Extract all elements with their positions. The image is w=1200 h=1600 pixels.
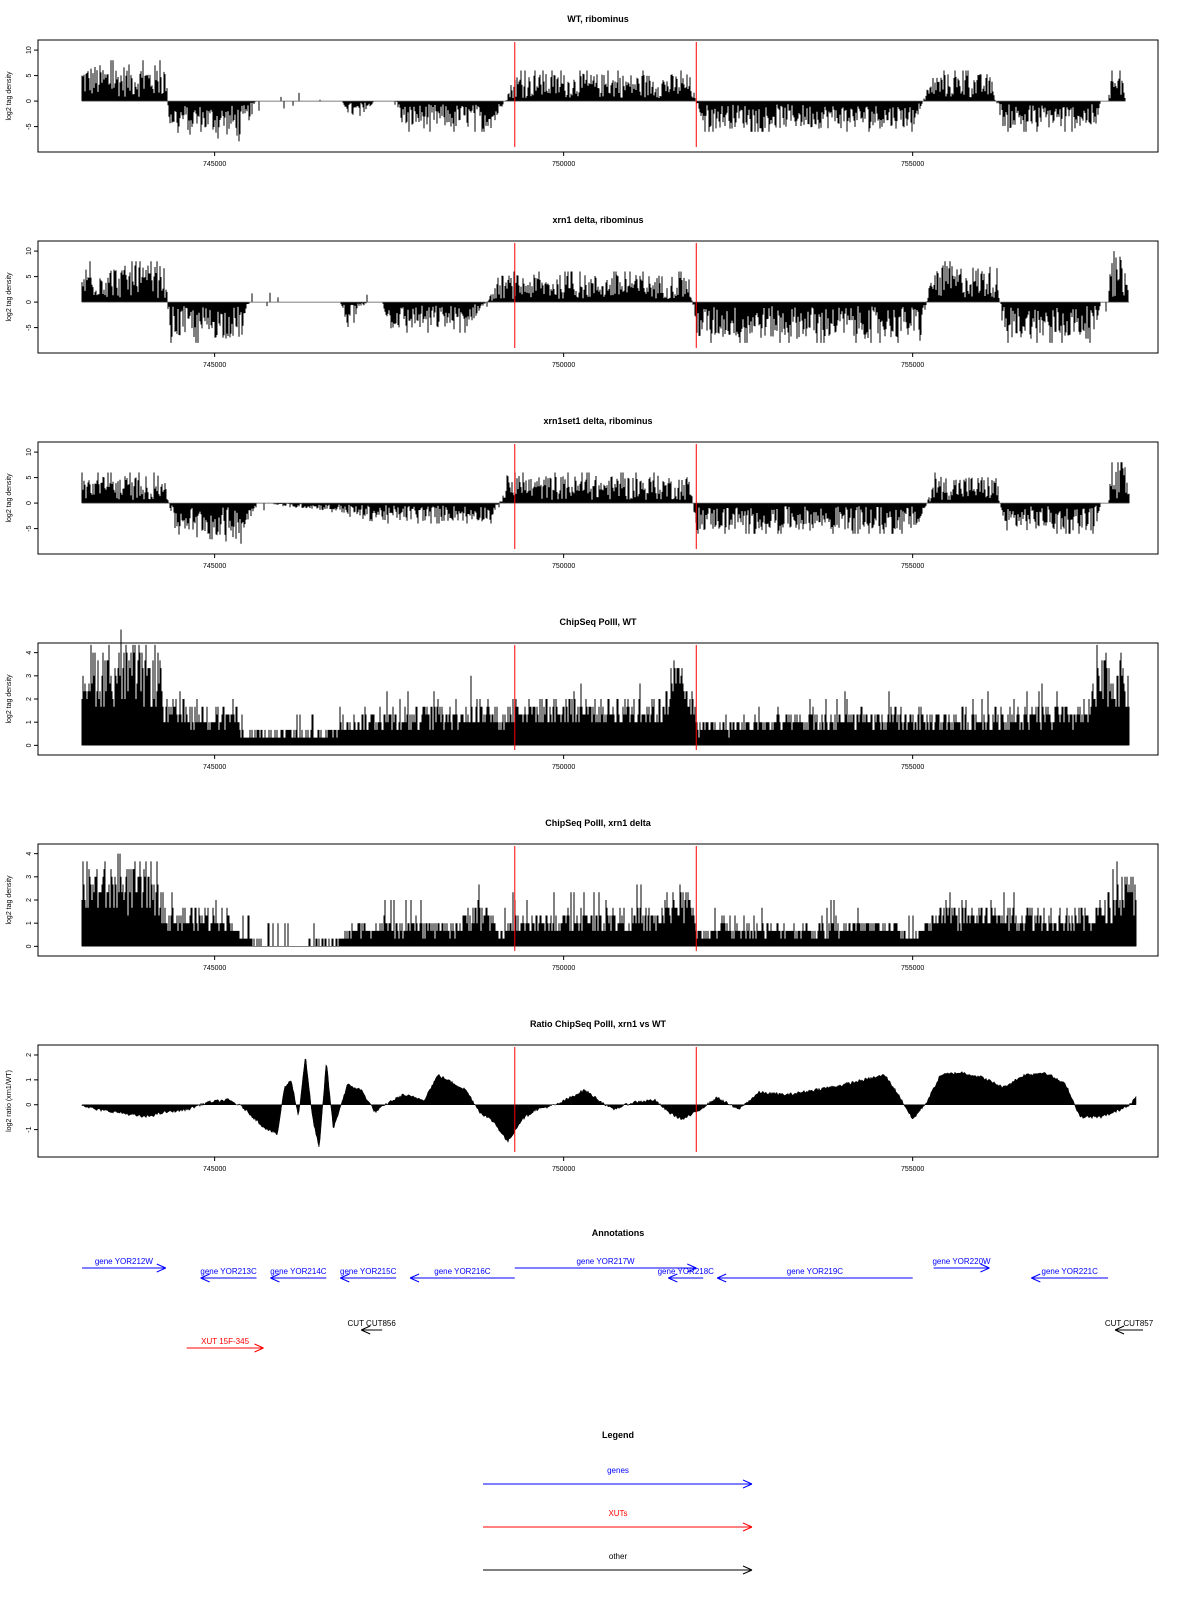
y-axis-label: log2 tag density [6,674,13,724]
chart-title: ChipSeq PolII, WT [559,617,637,627]
y-tick-label: 5 [26,475,33,480]
y-tick-label: 0 [26,743,33,748]
chart-panel-3 [6,416,1158,570]
x-tick-label: 745000 [202,161,227,168]
data-series [82,462,1129,543]
chart-title: xrn1set1 delta, ribominus [543,416,653,426]
chart-title: xrn1 delta, ribominus [552,215,644,225]
y-tick-label: 1 [26,720,33,725]
y-tick-label: 10 [26,46,33,54]
data-series [82,60,1126,141]
y-tick-label: 4 [26,650,33,655]
y-tick-label: 0 [26,99,33,104]
y-tick-label: 5 [26,73,33,78]
y-tick-label: 5 [26,274,33,279]
chart-panel-4 [6,617,1158,771]
y-tick-label: 0 [26,501,33,506]
y-tick-label: -5 [26,324,33,331]
chart-panel-1 [6,14,1158,168]
chart-title: ChipSeq PolII, xrn1 delta [545,818,651,828]
x-tick-label: 750000 [551,563,576,570]
x-tick-label: 745000 [202,764,227,771]
x-tick-label: 755000 [900,161,925,168]
x-tick-label: 750000 [551,161,576,168]
x-tick-label: 755000 [900,563,925,570]
chart-title: WT, ribominus [567,14,629,24]
y-axis-label: log2 tag density [6,473,13,523]
x-tick-label: 755000 [900,764,925,771]
y-axis-label: log2 tag density [6,875,13,925]
y-tick-label: 0 [26,300,33,305]
y-tick-label: 3 [26,673,33,678]
y-tick-label: -5 [26,525,33,532]
x-tick-label: 750000 [551,764,576,771]
chart-panel-2 [6,215,1158,369]
data-series [82,630,1129,746]
chart-panel-5 [6,818,1158,972]
x-tick-label: 745000 [202,563,227,570]
y-tick-label: 2 [26,697,33,701]
x-tick-label: 750000 [551,362,576,369]
y-axis-label: log2 tag density [6,71,13,121]
y-tick-label: -5 [26,123,33,130]
y-tick-label: 10 [26,448,33,456]
y-tick-label: 10 [26,247,33,255]
x-tick-label: 745000 [202,362,227,369]
data-series [82,251,1129,343]
y-axis-label: log2 tag density [6,272,13,322]
x-tick-label: 755000 [900,362,925,369]
data-series [82,854,1136,947]
